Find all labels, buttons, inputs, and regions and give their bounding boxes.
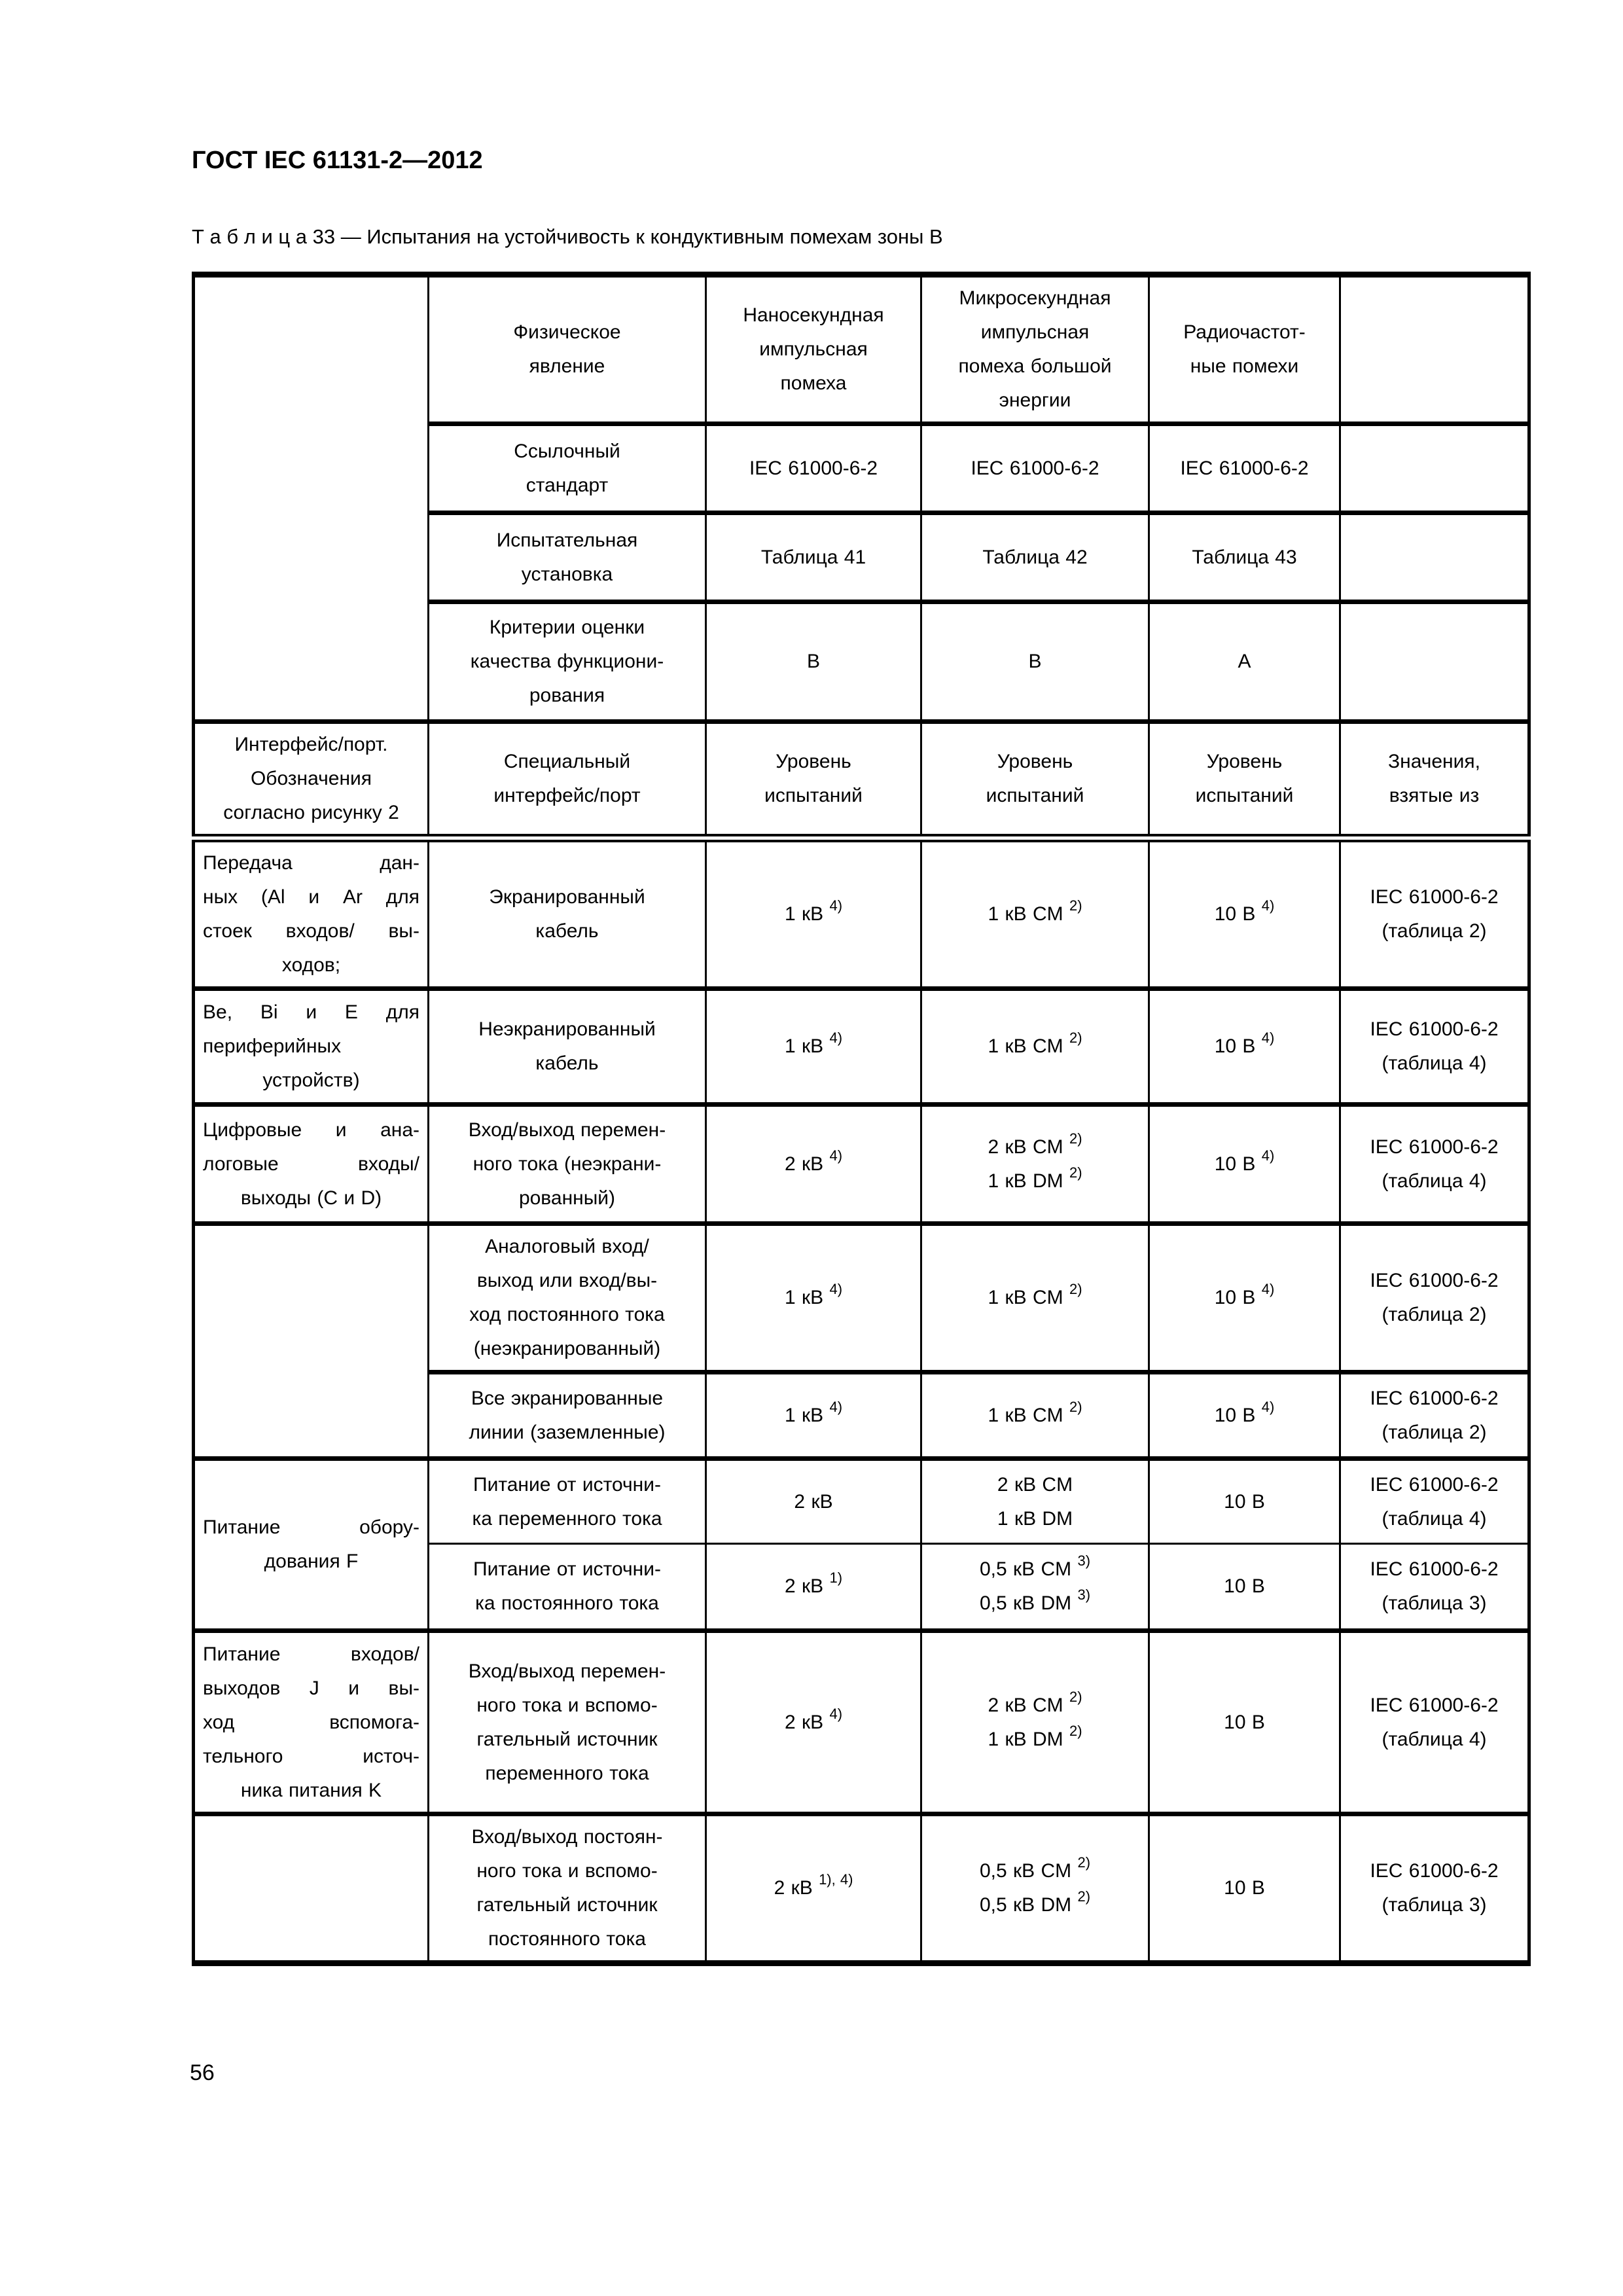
header-cell <box>1340 602 1529 722</box>
table-row <box>194 1105 1529 1224</box>
data-cell: 0,5 кВ CM $^{2)}$ 0,5 кВ DM $^{2)}$ <box>921 1814 1149 1964</box>
data-cell: 1 кВ $^{4)}$ <box>706 838 921 989</box>
header-cell: Микросекундная импульсная помеха большой энергии <box>921 275 1149 424</box>
data-cell: 2 кВ $^{4)}$ <box>706 1631 921 1814</box>
data-cell: 1 кВ CM $^{2)}$ <box>921 1224 1149 1372</box>
data-cell: IEC 61000-6-2 (таблица 4) <box>1340 1459 1529 1544</box>
data-cell: 10 В <box>1149 1631 1340 1814</box>
data-cell: Аналоговый вход/ выход или вход/вы- ход постоянного тока (неэкранированный) <box>429 1224 706 1372</box>
data-cell: 10 В <box>1149 1459 1340 1544</box>
data-cell: 10 В $^{4)}$ <box>1149 838 1340 989</box>
data-cell: 10 В $^{4)}$ <box>1149 1372 1340 1459</box>
data-cell: 1 кВ $^{4)}$ <box>706 989 921 1105</box>
table-caption: Т а б л и ц а 33 — Испытания на устойчивость к кондуктивным помехам зоны B <box>192 225 943 248</box>
table-row <box>194 1814 1529 1964</box>
table-row <box>194 1459 1529 1544</box>
data-cell: Вход/выход перемен- ного тока (неэкрани- рованный) <box>429 1105 706 1224</box>
header-cell: Испытательная установка <box>429 513 706 602</box>
table-body <box>194 275 1529 1964</box>
data-cell: 1 кВ CM $^{2)}$ <box>921 838 1149 989</box>
table-row <box>194 838 1529 989</box>
data-cell: 10 В $^{4)}$ <box>1149 1105 1340 1224</box>
header-cell <box>1340 275 1529 424</box>
data-cell: 2 кВ $^{1)}$ <box>706 1544 921 1631</box>
data-cell: Питание от источни- ка постоянного тока <box>429 1544 706 1631</box>
header-cell: Таблица 42 <box>921 513 1149 602</box>
data-cell: IEC 61000-6-2 (таблица 3) <box>1340 1814 1529 1964</box>
header-cell: Критерии оценки качества функциони- рования <box>429 602 706 722</box>
data-cell: 1 кВ CM $^{2)}$ <box>921 989 1149 1105</box>
header-cell <box>1340 513 1529 602</box>
data-cell: 2 кВ CM $^{2)}$ 1 кВ DM $^{2)}$ <box>921 1631 1149 1814</box>
data-cell <box>194 1224 429 1459</box>
data-cell: IEC 61000-6-2 (таблица 4) <box>1340 989 1529 1105</box>
data-cell: Вход/выход перемен- ного тока и вспомо- гательный источник переменного тока <box>429 1631 706 1814</box>
data-cell: 1 кВ $^{4)}$ <box>706 1372 921 1459</box>
header-cell: IEC 61000-6-2 <box>706 424 921 513</box>
data-cell: IEC 61000-6-2 (таблица 2) <box>1340 1224 1529 1372</box>
header-cell: Радиочастот- ные помехи <box>1149 275 1340 424</box>
data-cell: 2 кВ $^{4)}$ <box>706 1105 921 1224</box>
data-cell: 10 В <box>1149 1544 1340 1631</box>
header-cell: Специальный интерфейс/порт <box>429 722 706 838</box>
table-row <box>194 1631 1529 1814</box>
data-cell: Питание обору- дования F <box>194 1459 429 1631</box>
page-number: 56 <box>190 2060 215 2085</box>
data-cell: Be, Bi и E для периферийных устройств) <box>194 989 429 1105</box>
header-cell: Таблица 41 <box>706 513 921 602</box>
header-cell: A <box>1149 602 1340 722</box>
main-table <box>192 272 1531 1966</box>
data-cell: IEC 61000-6-2 (таблица 3) <box>1340 1544 1529 1631</box>
header-cell: Уровень испытаний <box>706 722 921 838</box>
data-cell: Питание входов/ выходов J и вы- ход вспомога- тельного источ- ника питания K <box>194 1631 429 1814</box>
table-row <box>194 989 1529 1105</box>
data-cell: IEC 61000-6-2 (таблица 4) <box>1340 1105 1529 1224</box>
data-cell: 10 В $^{4)}$ <box>1149 1224 1340 1372</box>
header-cell: Интерфейс/порт. Обозначения согласно рисунку 2 <box>194 722 429 838</box>
header-cell <box>194 275 429 722</box>
data-cell: Вход/выход постоян- ного тока и вспомо- гательный источник постоянного тока <box>429 1814 706 1964</box>
header-cell <box>1340 424 1529 513</box>
header-cell: Таблица 43 <box>1149 513 1340 602</box>
header-cell: Уровень испытаний <box>921 722 1149 838</box>
data-cell: 2 кВ CM 1 кВ DM <box>921 1459 1149 1544</box>
data-cell: 10 В <box>1149 1814 1340 1964</box>
data-cell: 10 В $^{4)}$ <box>1149 989 1340 1105</box>
table-header-row <box>194 722 1529 838</box>
table-row <box>194 1224 1529 1372</box>
data-cell: IEC 61000-6-2 (таблица 2) <box>1340 838 1529 989</box>
header-cell: B <box>706 602 921 722</box>
header-cell: Физическое явление <box>429 275 706 424</box>
header-cell: Уровень испытаний <box>1149 722 1340 838</box>
document-header: ГОСТ IEC 61131-2—2012 <box>192 147 483 174</box>
header-cell: IEC 61000-6-2 <box>1149 424 1340 513</box>
data-cell: 1 кВ $^{4)}$ <box>706 1224 921 1372</box>
header-cell: Ссылочный стандарт <box>429 424 706 513</box>
data-cell: 1 кВ CM $^{2)}$ <box>921 1372 1149 1459</box>
header-cell: IEC 61000-6-2 <box>921 424 1149 513</box>
data-cell: IEC 61000-6-2 (таблица 2) <box>1340 1372 1529 1459</box>
data-cell: Все экранированные линии (заземленные) <box>429 1372 706 1459</box>
data-cell: 2 кВ CM $^{2)}$ 1 кВ DM $^{2)}$ <box>921 1105 1149 1224</box>
data-cell: Передача дан- ных (Al и Ar для стоек входов/ вы- ходов; <box>194 838 429 989</box>
data-cell: 2 кВ <box>706 1459 921 1544</box>
header-cell: B <box>921 602 1149 722</box>
data-cell <box>194 1814 429 1964</box>
header-cell: Значения, взятые из <box>1340 722 1529 838</box>
data-cell: Цифровые и ана- логовые входы/ выходы (C и D) <box>194 1105 429 1224</box>
data-cell: 2 кВ $^{1), 4)}$ <box>706 1814 921 1964</box>
header-cell: Наносекундная импульсная помеха <box>706 275 921 424</box>
table-header-row <box>194 275 1529 424</box>
data-cell: Неэкранированный кабель <box>429 989 706 1105</box>
data-cell: 0,5 кВ CM $^{3)}$ 0,5 кВ DM $^{3)}$ <box>921 1544 1149 1631</box>
data-cell: Питание от источни- ка переменного тока <box>429 1459 706 1544</box>
data-cell: IEC 61000-6-2 (таблица 4) <box>1340 1631 1529 1814</box>
data-cell: Экранированный кабель <box>429 838 706 989</box>
